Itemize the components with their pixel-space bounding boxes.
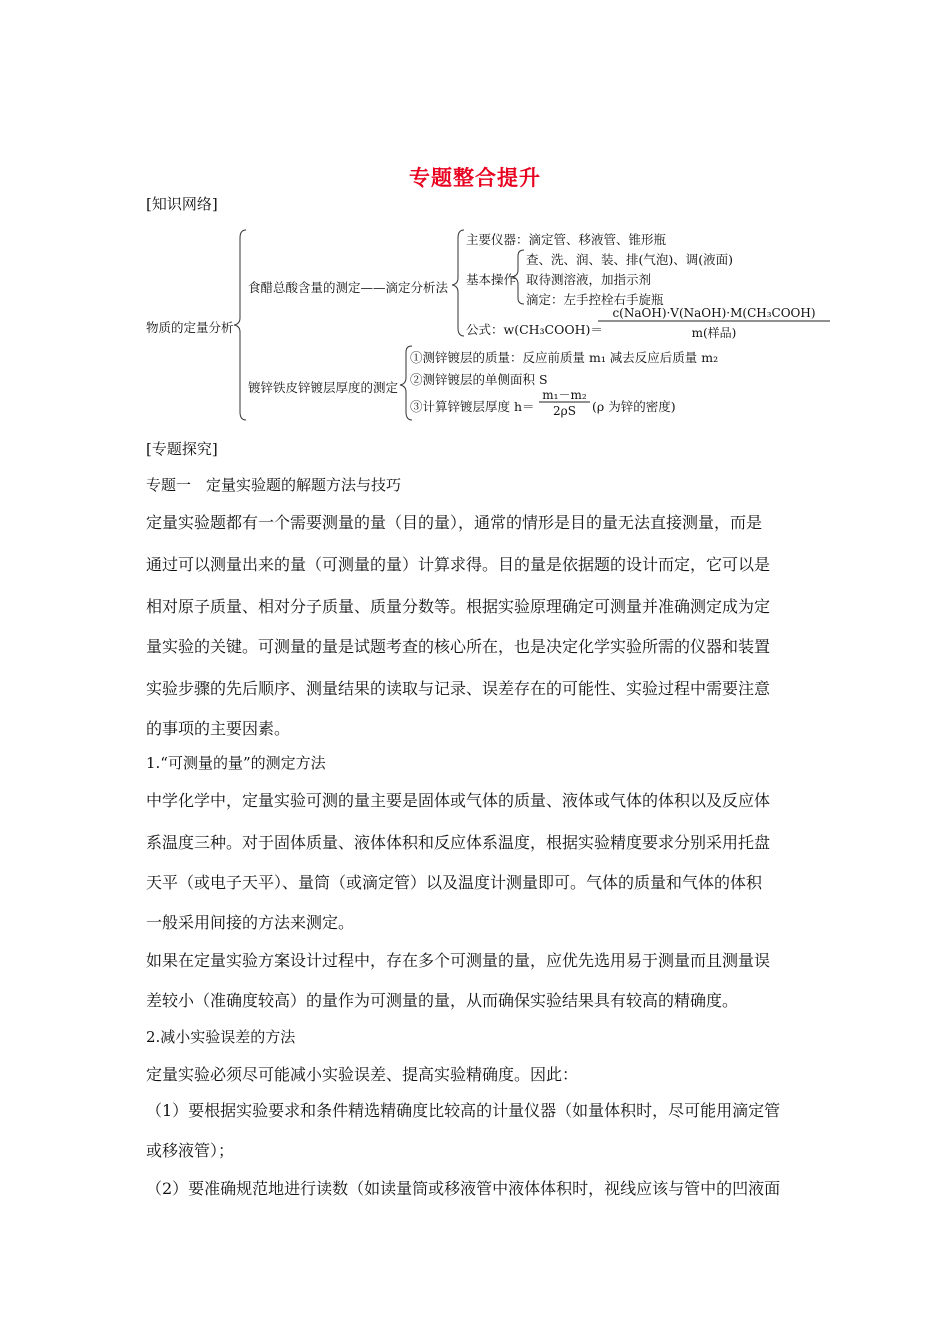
- section-knowledge-network: [知识网络]: [146, 195, 218, 213]
- network-formula-denominator: m(样品): [691, 326, 737, 340]
- page-title: 专题整合提升: [409, 166, 541, 190]
- network-formula-numerator: c(NaOH)·V(NaOH)·M(CH₃COOH): [612, 306, 816, 320]
- paragraph-line: 量实验的关键。可测量的量是试题考查的核心所在，也是决定化学实验所需的仪器和装置: [146, 637, 771, 656]
- network-root: 物质的定量分析: [146, 320, 234, 335]
- paragraph-line: （2）要准确规范地进行读数（如读量筒或移液管中液体体积时，视线应该与管中的凹液面: [146, 1179, 781, 1198]
- network-formula-lhs: 公式：w(CH₃COOH)＝: [466, 322, 603, 337]
- network-op-2: 取待测溶液，加指示剂: [526, 272, 652, 287]
- network-thickness-denominator: 2ρS: [553, 404, 576, 418]
- paragraph-line: 如果在定量实验方案设计过程中，存在多个可测量的量，应优先选用易于测量而且测量误: [146, 951, 771, 970]
- network-op-1: 查、洗、润、装、排(气泡)、调(液面): [526, 252, 734, 267]
- paragraph-line: 中学化学中，定量实验可测的量主要是固体或气体的质量、液体或气体的体积以及反应体: [146, 791, 771, 810]
- paragraph-line: 的事项的主要因素。: [146, 719, 291, 738]
- paragraph-line: 差较小（准确度较高）的量作为可测量的量，从而确保实验结果具有较高的精确度。: [146, 991, 739, 1010]
- network-zinc-item-1: ①测锌镀层的质量：反应前质量 m₁ 减去反应后质量 m₂: [410, 350, 719, 365]
- paragraph-line: 系温度三种。对于固体质量、液体体积和反应体系温度，根据实验精度要求分别采用托盘: [146, 833, 771, 852]
- network-branch-vinegar: 食醋总酸含量的测定——滴定分析法: [248, 280, 449, 295]
- subheading-measurable-quantity: 1.“可测量的量”的测定方法: [146, 754, 326, 772]
- paragraph-line: 定量实验必须尽可能减小实验误差、提高实验精确度。因此：: [146, 1065, 579, 1084]
- network-zinc-item-2: ②测锌镀层的单侧面积 S: [410, 372, 548, 387]
- paragraph-line: 实验步骤的先后顺序、测量结果的读取与记录、误差存在的可能性、实验过程中需要注意: [146, 679, 771, 698]
- paragraph-line: 定量实验题都有一个需要测量的量（目的量），通常的情形是目的量无法直接测量，而是: [146, 513, 763, 532]
- paragraph-line: （1）要根据实验要求和条件精选精确度比较高的计量仪器（如量体积时，尽可能用滴定管: [146, 1101, 781, 1120]
- subheading-reduce-error: 2.减小实验误差的方法: [146, 1028, 296, 1046]
- paragraph-line: 相对原子质量、相对分子质量、质量分数等。根据实验原理确定可测量并准确测定成为定: [146, 597, 771, 616]
- root-brace: [234, 230, 246, 420]
- network-basic-ops-label: 基本操作: [466, 272, 517, 287]
- branch1-brace: [452, 230, 464, 336]
- network-zinc-item-3-rhs: (ρ 为锌的密度): [592, 399, 676, 414]
- section-topic-explore: [专题探究]: [146, 440, 218, 458]
- network-branch-zinc: 镀锌铁皮锌镀层厚度的测定: [248, 380, 399, 395]
- network-zinc-item-3-lhs: ③计算锌镀层厚度 h＝: [410, 399, 535, 414]
- paragraph-line: 或移液管）；: [146, 1141, 235, 1160]
- paragraph-line: 通过可以测量出来的量（可测量的量）计算求得。目的量是依据题的设计而定，它可以是: [146, 555, 771, 574]
- topic-1-heading: 专题一 定量实验题的解题方法与技巧: [146, 476, 402, 494]
- paragraph-line: 天平（或电子天平）、量筒（或滴定管）以及温度计测量即可。气体的质量和气体的体积: [146, 873, 763, 892]
- network-op-3: 滴定：左手控栓右手旋瓶: [526, 292, 664, 307]
- network-thickness-numerator: m₁－m₂: [542, 388, 587, 402]
- network-instruments: 主要仪器：滴定管、移液管、锥形瓶: [466, 232, 667, 247]
- paragraph-line: 一般采用间接的方法来测定。: [146, 913, 355, 932]
